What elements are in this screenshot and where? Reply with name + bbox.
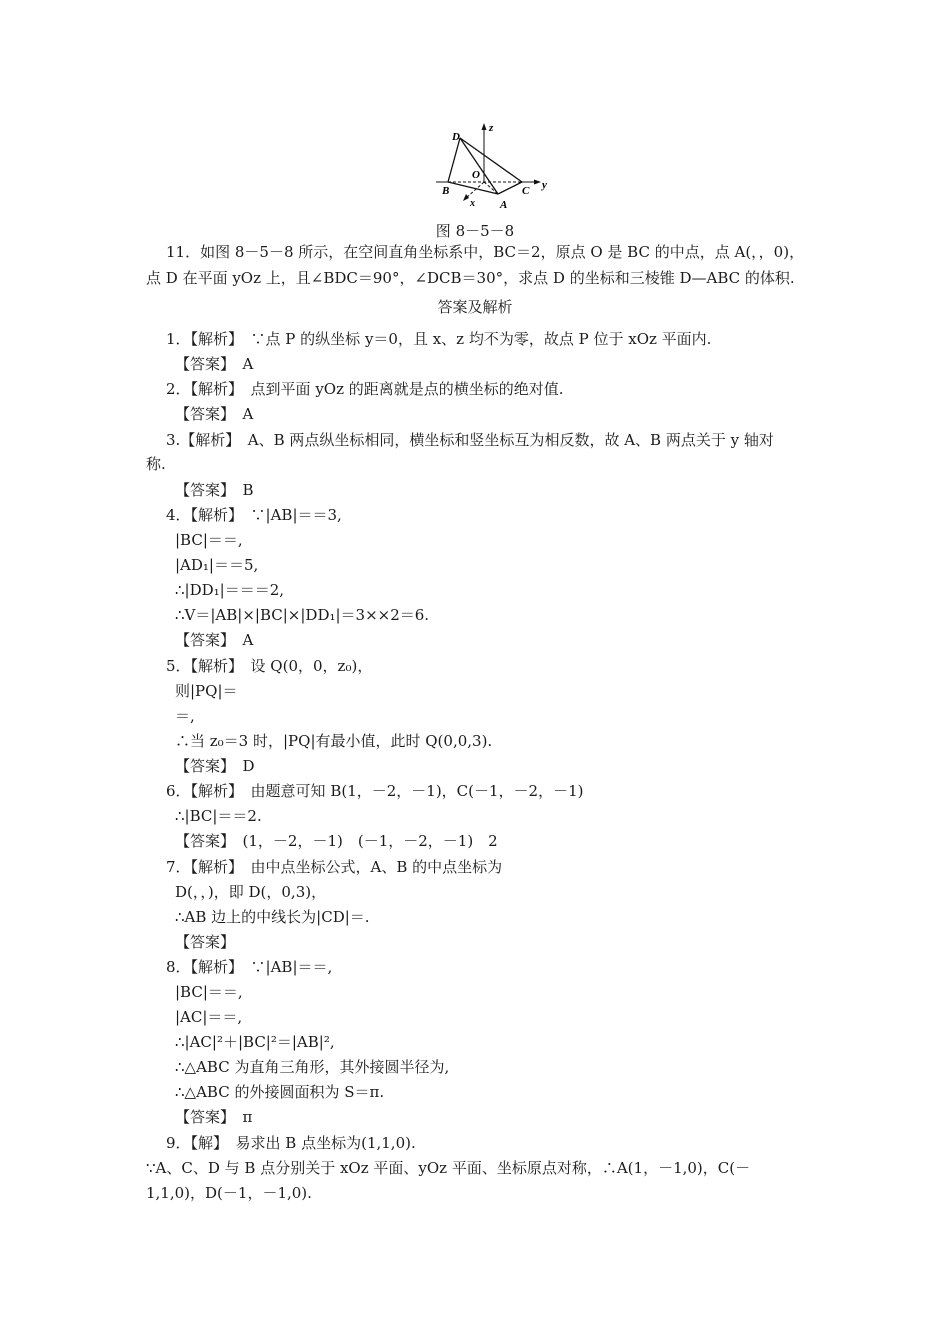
answer-line: ∴△ABC 为直角三角形，其外接圆半径为, [175,1058,450,1076]
answer-line: 8．【解析】 ∵|AB|＝＝, [166,958,333,976]
answer-line: 2．【解析】 点到平面 yOz 的距离就是点的横坐标的绝对值. [166,380,564,398]
edge-DC [460,138,522,182]
answer-line: 【答案】 B [175,481,254,499]
answer-line: |BC|＝＝, [175,983,243,1001]
answer-line: |AC|＝＝, [175,1008,243,1026]
answer-line: 9．【解】 易求出 B 点坐标为(1,1,0). [166,1134,416,1152]
answer-line: 【答案】 A [175,405,254,423]
answer-line: 6．【解析】 由题意可知 B(1，－2，－1)，C(－1，－2，－1) [166,782,584,800]
problem-11-line-2: 点 D 在平面 yOz 上，且∠BDC＝90°，∠DCB＝30°，求点 D 的坐标和三棱锥 D—ABC 的体积. [146,269,795,287]
answer-line: 4．【解析】 ∵|AB|＝＝3, [166,506,342,524]
answer-line: 称. [146,455,166,473]
answer-line: 【答案】 (1，－2，－1) (－1，－2，－1) 2 [175,832,498,850]
z-axis-arrow [482,123,487,130]
answer-line: D(，，)，即 D(，0,3)， [175,883,327,901]
figure-8-5-8 [430,118,560,210]
answer-line: ∴|DD₁|＝＝＝2, [175,581,285,599]
answer-line: ∴|AC|²＋|BC|²＝|AB|², [175,1033,335,1051]
x-axis-arrow [463,194,469,201]
answer-line: ＝, [175,707,195,725]
answer-line: 【答案】 D [175,757,255,775]
answer-line: 3.【解析】 A、B 两点纵坐标相同，横坐标和竖坐标互为相反数，故 A、B 两点关于 y 轴对 [166,431,774,449]
answer-line: 【答案】 A [175,631,254,649]
answer-line: ∴当 z₀＝3 时，|PQ|有最小值，此时 Q(0,0,3). [175,732,493,750]
answer-line: ∴AB 边上的中线长为|CD|＝. [175,908,370,926]
label-D: D [452,131,460,143]
edge-AC [498,182,522,194]
answer-line: 1．【解析】 ∵点 P 的纵坐标 y＝0，且 x、z 均不为零，故点 P 位于 xOz 平面内. [166,330,712,348]
y-axis-arrow [534,180,541,185]
label-z: z [489,122,494,134]
label-O: O [472,169,480,181]
label-B: B [442,185,450,197]
answer-line: 7．【解析】 由中点坐标公式，A、B 的中点坐标为 [166,858,503,876]
answer-line: 则|PQ|＝ [175,682,238,700]
answer-line: |BC|＝＝, [175,531,243,549]
label-y: y [542,179,547,191]
answer-line: ∴|BC|＝＝2. [175,807,262,825]
answer-line: 【答案】 [175,933,236,951]
answer-line: 【答案】 π [175,1108,253,1126]
figure-caption: 图 8－5－8 [435,222,515,240]
answer-line: 【答案】 A [175,355,254,373]
answer-line: ∴V＝|AB|×|BC|×|DD₁|＝3××2＝6. [175,606,430,624]
answers-heading: 答案及解析 [437,298,513,316]
edge-DB [448,138,460,182]
answer-line: 1,1,0)，D(－1，－1,0). [146,1184,312,1202]
answer-line: ∴△ABC 的外接圆面积为 S＝π. [175,1083,385,1101]
answer-line: 5．【解析】 设 Q(0，0，z₀)， [166,657,373,675]
label-A: A [500,199,508,210]
problem-11-line-1: 11．如图 8－5－8 所示，在空间直角坐标系中，BC＝2，原点 O 是 BC 的中点，点 A(，，0)， [166,243,805,261]
label-C: C [522,185,530,197]
answer-line: |AD₁|＝＝5, [175,556,259,574]
answer-line: ∵A、C、D 与 B 点分别关于 xOz 平面、yOz 平面、坐标原点对称，∴A(1，－1,0)，C(－ [146,1159,751,1177]
label-x: x [470,198,475,209]
